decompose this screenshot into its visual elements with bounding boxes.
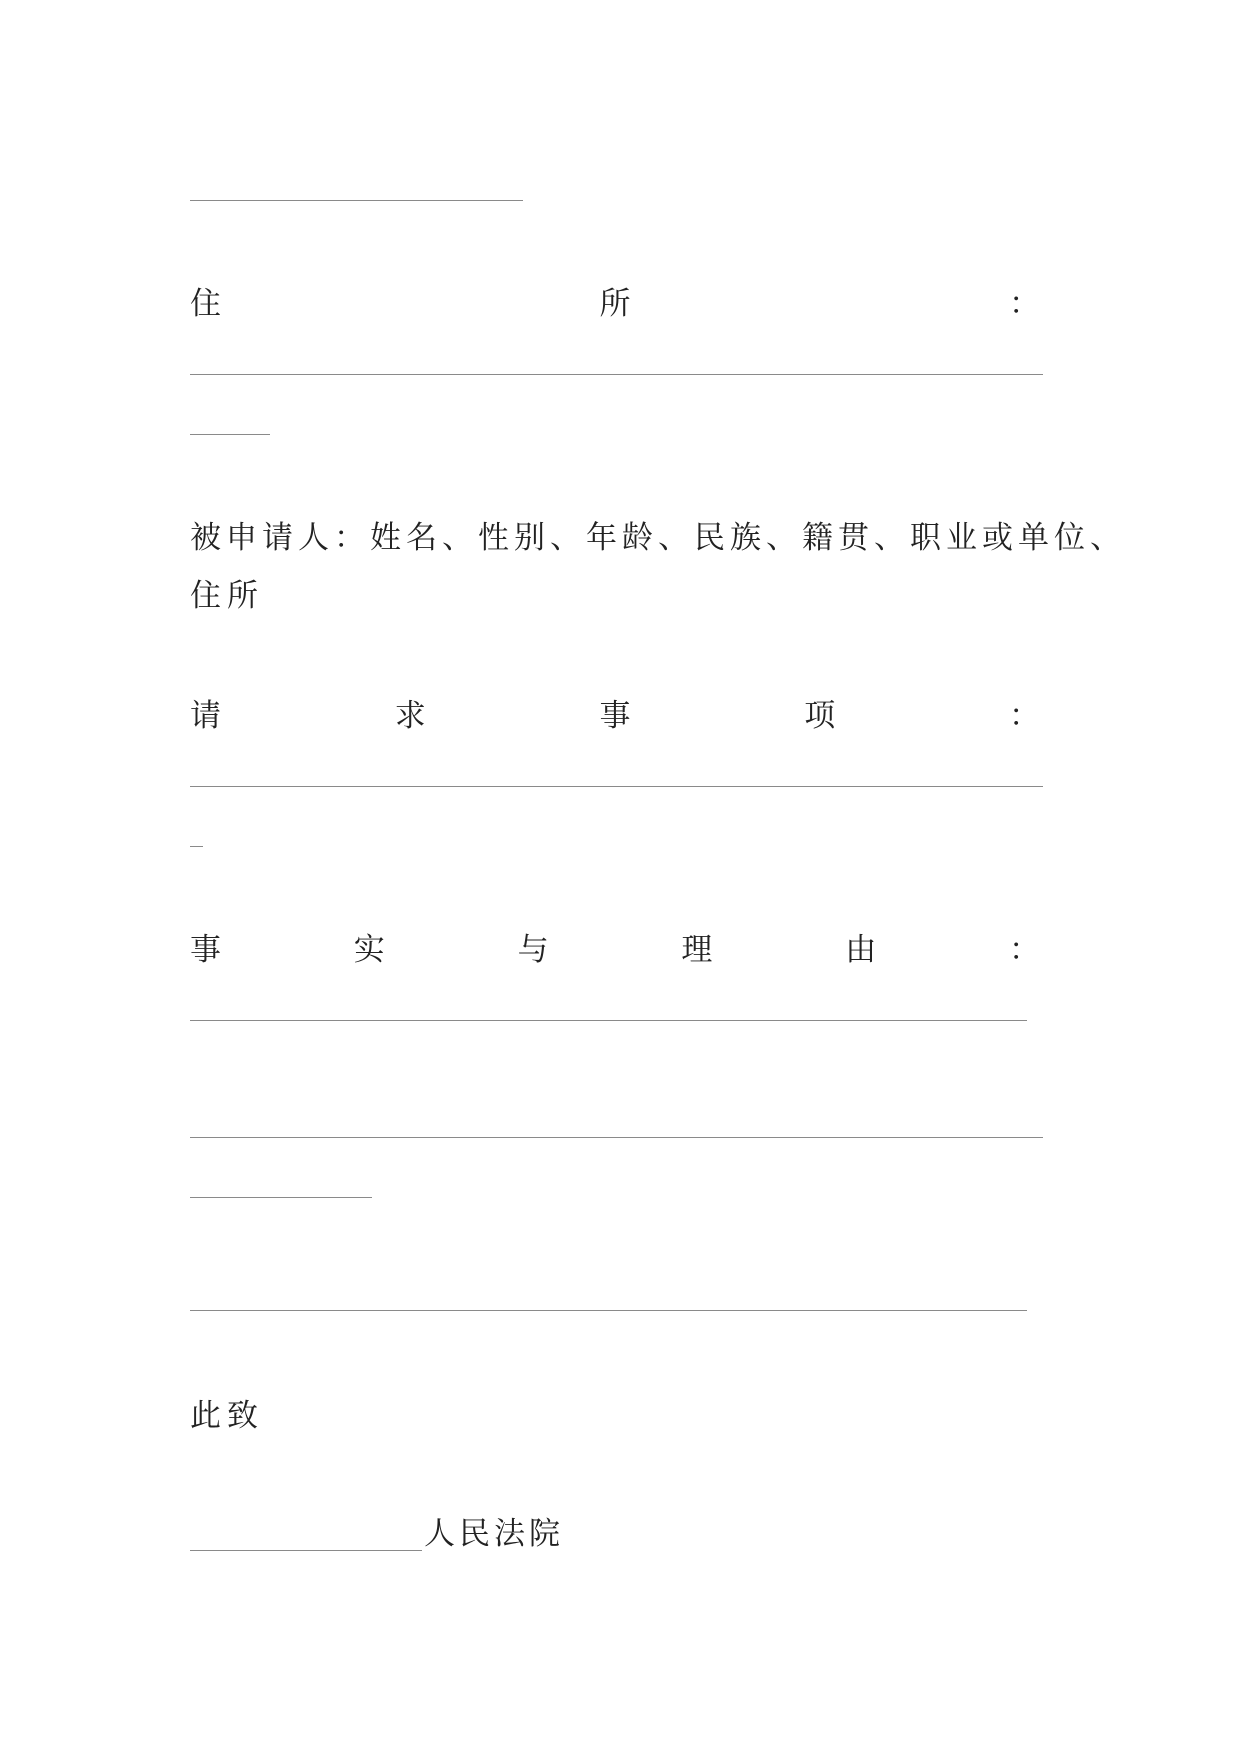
claims-char: 项 [804,698,836,734]
claims-char: 求 [394,698,426,734]
facts-colon: ： [1008,932,1040,968]
facts-char: 理 [681,932,713,968]
residence-label [190,284,1040,324]
closing-phrase: 此致 [190,1398,264,1434]
court-blank-line [190,1550,422,1551]
blank-line-top [190,200,523,201]
claims-colon: ： [1009,698,1040,734]
facts-blank-line-1 [190,1020,1027,1021]
court-name: 人民法院 [424,1516,564,1552]
residence-colon: ： [1009,286,1040,322]
residence-char: 所 [599,286,631,322]
claims-blank-line [190,786,1043,787]
facts-blank-line-2 [190,1137,1043,1138]
facts-char: 事 [190,932,221,968]
claims-char: 请 [190,698,221,734]
claims-char: 事 [599,698,631,734]
respondent-info-cont: 住所 [190,578,264,614]
claims-label [190,696,1040,736]
facts-char: 由 [845,932,877,968]
facts-char: 实 [353,932,385,968]
residence-blank-line [190,374,1043,375]
residence-blank-line-cont [190,434,270,435]
facts-blank-line-3 [190,1310,1027,1311]
residence-char: 住 [190,286,221,322]
facts-char: 与 [517,932,549,968]
claims-blank-line-cont [190,846,203,847]
respondent-info: 被申请人：姓名、性别、年龄、民族、籍贯、职业或单位、 [190,520,1126,556]
facts-label [190,930,1040,970]
facts-blank-line-2-cont [190,1197,372,1198]
